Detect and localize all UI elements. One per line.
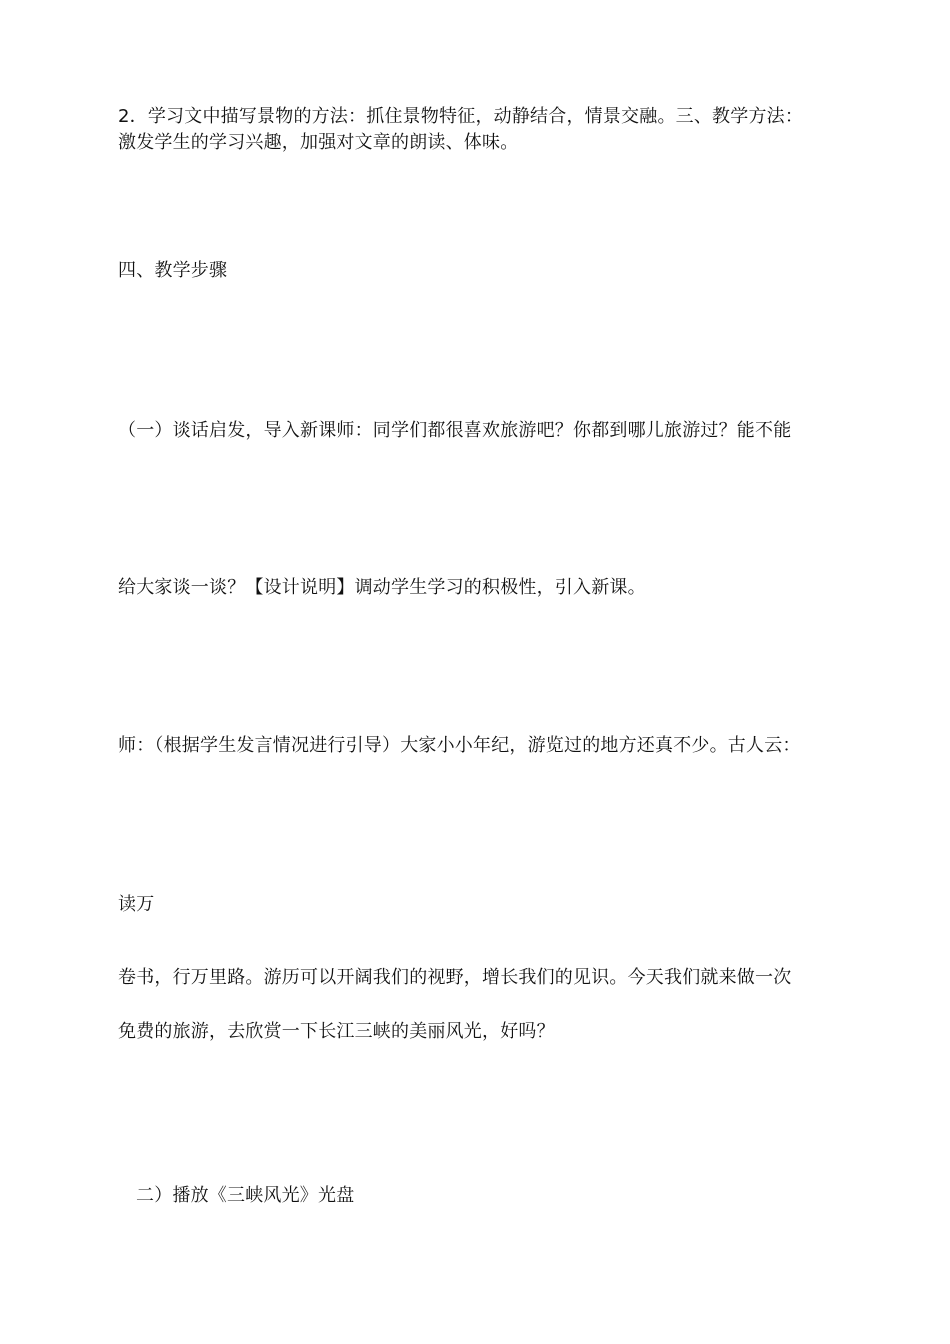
text-line-step-1-intro: （一）谈话启发，导入新课师：同学们都很喜欢旅游吧？你都到哪儿旅游过？能不能 <box>118 420 792 441</box>
text-line-teacher-guidance: 师：（根据学生发言情况进行引导）大家小小年纪，游览过的地方还真不少。古人云： <box>118 735 801 756</box>
text-line-quote-continued: 卷书，行万里路。游历可以开阔我们的视野，增长我们的见识。今天我们就来做一次 <box>118 967 792 988</box>
text-line-design-note: 给大家谈一谈？【设计说明】调动学生学习的积极性，引入新课。 <box>118 577 646 598</box>
text-line-quote-start: 读万 <box>118 894 155 915</box>
text-line-teaching-method: 激发学生的学习兴趣，加强对文章的朗读、体味。 <box>118 132 519 153</box>
section-heading-teaching-steps: 四、教学步骤 <box>118 260 228 281</box>
text-line-step-2-video: 二）播放《三峡风光》光盘 <box>136 1185 355 1206</box>
text-line-teaching-goal-2: 2．学习文中描写景物的方法：抓住景物特征，动静结合，情景交融。三、教学方法： <box>118 106 804 127</box>
text-line-free-trip: 免费的旅游，去欣赏一下长江三峡的美丽风光，好吗？ <box>118 1021 555 1042</box>
